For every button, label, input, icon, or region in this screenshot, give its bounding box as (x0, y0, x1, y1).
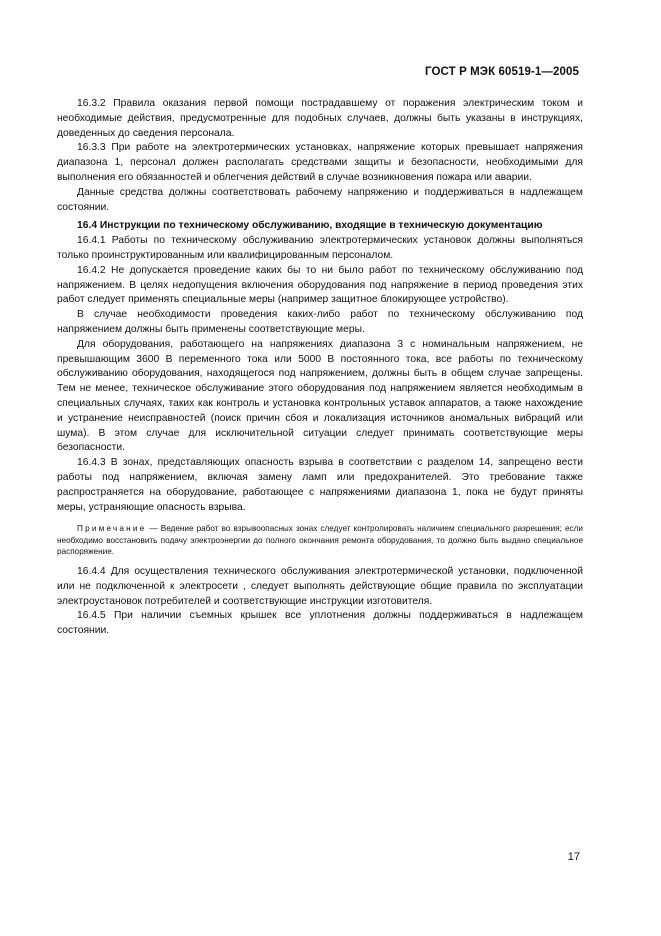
page-body (57, 97, 583, 639)
paragraph-16-4-2: 16.4.2 Не допускается проведение каких бы то ни было работ по техническому обслуживанию под напряжением. В целях недопущения включения оборудования под напряжение в период проведения этих работ следует применять специальные меры (например защитное блокирующее устройство). (57, 264, 583, 306)
paragraph-protective-means: Данные средства должны соответствовать рабочему напряжению и поддерживаться в надлежащем состоянии. (57, 186, 583, 213)
section-title-16-4: 16.4 Инструкции по техническому обслуживанию, входящие в техническую документацию (77, 220, 543, 232)
note-text: — Ведение работ во взрывоопасных зонах следует контролировать наличием специального разрешения; если необходимо восстановить подачу электроэнергии до полного окончания ремонта оборудования, то должно быть выдано специальное распоряжение. (57, 524, 583, 556)
page-number: 17 (567, 851, 580, 863)
paragraph-16-4-5: 16.4.5 При наличии съемных крышек все уплотнения должны поддерживаться в надлежащем состоянии. (57, 610, 583, 637)
document-header: ГОСТ Р МЭК 60519-1—2005 (425, 66, 579, 78)
paragraph-16-4-1: 16.4.1 Работы по техническому обслуживанию электротермических установок должны выполняться только проинструктированным или квалифицированным персоналом. (57, 235, 583, 261)
paragraph-16-3-3: 16.3.3 При работе на электротермических установках, напряжение которых превышает напряжения диапазона 1, персонал должен располагать средствами защиты и безопасности, необходимыми для выполнения его обязанностей и облегчения действий в случае возникновения пожара или аварии. (57, 142, 583, 183)
paragraph-live-work-measures: В случае необходимости проведения каких-либо работ по техническому обслуживанию под напряжением должны быть применены соответствующие меры. (57, 309, 583, 335)
note-label: Примечание (77, 524, 147, 534)
paragraph-16-4-3: 16.4.3 В зонах, представляющих опасность взрыва в соответствии с разделом 14, запрещено вести работы под напряжением, включая замену ламп или предохранителей. Это требование также распространяется на оборудование, работающее с напряжениями диапазона 1, пока не будут приняты меры, устраняющие опасность взрыва. (57, 457, 583, 513)
paragraph-16-4-4: 16.4.4 Для осуществления технического обслуживания электротермической установки, подключенной или не подключенной к электросети , следует выполнять действующие общие правила по эксплуатации электроустановок потребителей и соответствующие инструкции изготовителя. (57, 565, 583, 607)
paragraph-16-3-2: 16.3.2 Правила оказания первой помощи пострадавшему от поражения электрическим током и необходимые действия, предусмотренные для подобных случаев, должны быть указаны в инструкциях, доведенных до сведения персонала. (57, 98, 583, 139)
note (57, 523, 583, 557)
paragraph-range-3-equipment: Для оборудования, работающего на напряжениях диапазона 3 с номинальным напряжением, не превышающим 3600 В переменного тока или 5000 В постоянного тока, все работы по техническому обслуживанию оборудования, находящегося под напряжением, должны быть в общем случае запрещены. Тем не менее, техническое обслуживание этого оборудования под напряжением является необходимым в специальных случаях, таких как контроль и установка контрольных уставок аппаратов, а также нахождение и устранение неисправностей (поиск причин сбоя и локализация источников аномальных вибраций или шума). В этом случае для исключительной ситуации следует принимать соответствующие меры безопасности. (57, 338, 583, 454)
